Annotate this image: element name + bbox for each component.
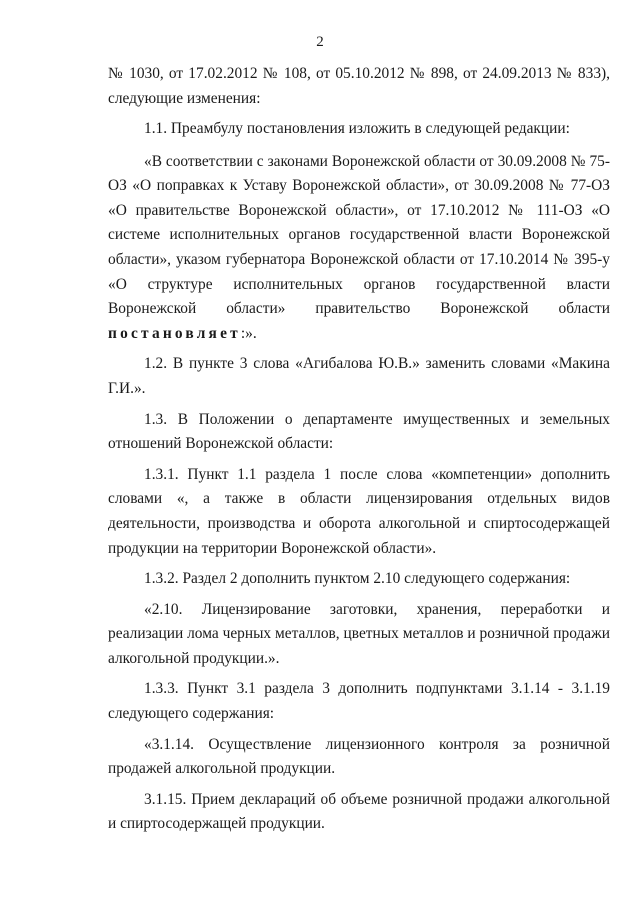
preamble-spaced-word: постановляет [108, 324, 241, 342]
document-body [108, 62, 610, 837]
paragraph-1-1: 1.1. Преамбулу постановления изложить в следующей редакции: [144, 120, 570, 137]
paragraph-1-3-3: 1.3.3. Пункт 3.1 раздела 3 дополнить подпунктами 3.1.14 - 3.1.19 следующего содержания: [108, 680, 610, 723]
paragraph-1-3-1: 1.3.1. Пункт 1.1 раздела 1 после слова «компетенции» дополнить словами «, а также в области лицензирования отдельных видов деятельности, производства и оборота алкогольной и спиртосодержащей продукции на территории Воронежской области». [108, 465, 610, 557]
paragraph-3-1-14: «3.1.14. Осуществление лицензионного контроля за розничной продажей алкогольной продукции. [108, 735, 610, 778]
page-number: 2 [316, 34, 324, 50]
paragraph-preamble-text [108, 150, 610, 347]
paragraph-3-1-15: 3.1.15. Прием деклараций об объеме розничной продажи алкогольной и спиртосодержащей продукции. [108, 790, 610, 833]
preamble-ending: :». [240, 324, 257, 342]
preamble-text: «В соответствии с законами Воронежской области от 30.09.2008 № 75-ОЗ «О поправках к Уставу Воронежской области», от 30.09.2008 № 77-ОЗ «О правительстве Воронежской области», от 17.10.2012 № 111-ОЗ «О системе исполнительных органов государственной власти Воронежской области», указом губернатора Воронежской области от 17.10.2014 № 395-у «О структуре исполнительных органов государственной власти Воронежской области» правительство Воронежской области [108, 152, 610, 318]
paragraph-1-2: 1.2. В пункте 3 слова «Агибалова Ю.В.» заменить словами «Макина Г.И.». [108, 355, 610, 397]
paragraph-2-10: «2.10. Лицензирование заготовки, хранения, переработки и реализации лома черных металлов, цветных металлов и розничной продажи алкогольной продукции.». [108, 600, 610, 667]
paragraph-1-3-2: 1.3.2. Раздел 2 дополнить пунктом 2.10 следующего содержания: [144, 570, 571, 588]
paragraph-continuation: № 1030, от 17.02.2012 № 108, от 05.10.2012 № 898, от 24.09.2013 № 833), следующие изменения: [108, 65, 610, 107]
paragraph-1-3: 1.3. В Положении о департаменте имущественных и земельных отношений Воронежской области: [108, 410, 610, 453]
